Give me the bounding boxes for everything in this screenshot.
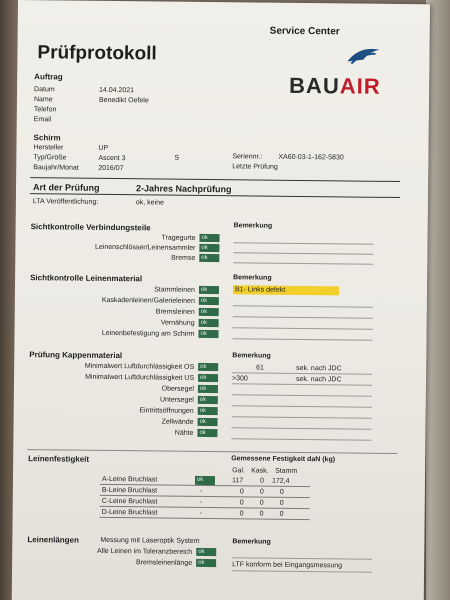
leinenbefestigung-label: Leinenbefestigung am Schirm bbox=[101, 329, 195, 338]
remark-line bbox=[232, 372, 372, 374]
kask-value: 0 bbox=[259, 477, 264, 485]
groesse-value: S bbox=[174, 154, 180, 162]
paraglider-icon bbox=[289, 43, 399, 74]
status-cell: - bbox=[199, 498, 203, 506]
telefon-label: Telefon bbox=[33, 106, 57, 114]
remark-line bbox=[232, 405, 372, 407]
status-cell: - bbox=[199, 487, 203, 495]
divider bbox=[27, 449, 397, 454]
luft-os-note: sek. nach JDC bbox=[296, 364, 342, 373]
status-cell: ok bbox=[198, 374, 218, 382]
status-cell: ok bbox=[199, 286, 219, 294]
remark-line bbox=[232, 570, 372, 572]
gal-value: 0 bbox=[239, 510, 244, 518]
seriennr-label: Seriennr.: bbox=[232, 153, 263, 161]
laengen-bemerkung-label: Bemerkung bbox=[232, 538, 271, 546]
kask-value: 0 bbox=[259, 499, 264, 507]
obersegel-label: Obersegel bbox=[161, 385, 194, 393]
datum-value: 14.04.2021 bbox=[99, 86, 135, 95]
status-cell: - bbox=[199, 509, 203, 517]
stamm-value: 0 bbox=[279, 488, 284, 496]
untersegel-label: Untersegel bbox=[159, 396, 194, 404]
bruchlast-label: A-Leine Bruchlast bbox=[101, 475, 158, 484]
status-cell: ok bbox=[197, 429, 217, 437]
status-cell: ok bbox=[199, 244, 219, 252]
remark-line bbox=[232, 338, 372, 340]
baujahr-value: 2016/07 bbox=[98, 164, 124, 173]
bauair-logo bbox=[289, 43, 400, 104]
datum-label: Datum bbox=[34, 86, 55, 94]
hersteller-value: UP bbox=[98, 144, 109, 152]
art-label: Art der Prüfung bbox=[32, 182, 100, 193]
laseroptik-note: Messung mit Laseroptik System bbox=[100, 536, 200, 545]
protocol-sheet bbox=[12, 0, 430, 600]
remark-line bbox=[233, 252, 373, 254]
remark-line bbox=[232, 416, 372, 418]
vernaehung-label: Vernähung bbox=[160, 319, 195, 327]
bremse-label: Bremse bbox=[171, 254, 196, 262]
gemessen-label: Gemessene Festigkeit daN (kg) bbox=[231, 455, 336, 464]
remark-line bbox=[232, 383, 372, 385]
remark-line bbox=[233, 305, 373, 307]
status-cell: ok bbox=[198, 418, 218, 426]
status-cell: ok bbox=[199, 297, 219, 305]
bruchlast-label: C-Leine Bruchlast bbox=[101, 497, 158, 506]
remark-line bbox=[232, 427, 372, 429]
col-gal: Gal. bbox=[232, 467, 245, 475]
bremsleinenlaenge-label: Bremsleinenlänge bbox=[136, 559, 193, 567]
status-cell: ok bbox=[195, 476, 215, 485]
status-cell: ok bbox=[198, 330, 218, 338]
laengen-heading: Leinenlängen bbox=[27, 535, 79, 545]
lta-value: ok, keine bbox=[135, 199, 164, 207]
status-cell: ok bbox=[199, 319, 219, 327]
status-cell: ok bbox=[199, 254, 219, 262]
kappe-heading: Prüfung Kappenmaterial bbox=[29, 350, 123, 361]
service-center-label: Service Center bbox=[269, 25, 340, 38]
tragegurte-label: Tragegurte bbox=[161, 234, 196, 242]
remark-line bbox=[232, 394, 372, 396]
seriennr-value: XA60-03-1-162-5830 bbox=[278, 153, 344, 162]
status-cell: ok bbox=[199, 308, 219, 316]
remark-line bbox=[233, 262, 373, 264]
status-cell: ok bbox=[196, 559, 216, 567]
remark-line bbox=[233, 316, 373, 318]
letzte-pruefung-label: Letzte Prüfung bbox=[232, 163, 278, 171]
name-label: Name bbox=[33, 96, 53, 104]
logo-text-bau: BAU bbox=[288, 72, 340, 99]
stammleinen-label: Stammleinen bbox=[154, 286, 196, 294]
luft-os-label: Minimalwert Luftdurchlässigkeit OS bbox=[84, 362, 195, 371]
remark-line bbox=[233, 327, 373, 329]
verbindung-bemerkung-label: Bemerkung bbox=[233, 222, 273, 230]
luft-us-label: Minimalwert Luftdurchlässigkeit US bbox=[85, 373, 195, 382]
gal-value: 117 bbox=[231, 477, 244, 485]
eintrittsoeffnungen-label: Eintrittsöffnungen bbox=[139, 407, 194, 415]
luft-os-value: 61 bbox=[256, 364, 264, 372]
status-cell: ok bbox=[196, 548, 216, 556]
lta-label: LTA Veröffentlichung: bbox=[32, 198, 99, 206]
toleranz-label: Alle Leinen im Toleranzbereich bbox=[96, 547, 193, 556]
stamm-value: 172,4 bbox=[271, 477, 290, 485]
bruchlast-label: B-Leine Bruchlast bbox=[101, 486, 158, 495]
divider bbox=[30, 177, 400, 182]
table-row bbox=[100, 508, 310, 520]
kask-value: 0 bbox=[259, 488, 264, 496]
typ-label: Typ/Größe bbox=[33, 154, 67, 162]
highlighted-remark: B1- Links defekt bbox=[233, 285, 339, 295]
remark-line bbox=[233, 242, 373, 244]
stamm-value: 0 bbox=[279, 499, 284, 507]
logo-text-air: AIR bbox=[339, 73, 381, 99]
luft-us-note: sek. nach JDC bbox=[296, 375, 342, 384]
status-cell: ok bbox=[198, 363, 218, 371]
leinenschloesser-label: Leinenschlösser/Leinensammler bbox=[94, 243, 196, 252]
zellwaende-label: Zellwände bbox=[161, 418, 194, 426]
kappe-bemerkung-label: Bemerkung bbox=[232, 352, 271, 360]
naehte-label: Nähte bbox=[174, 429, 194, 437]
bremsleinen-label: Bremsleinen bbox=[155, 308, 195, 316]
ltf-remark: LTF konform bei Eingangsmessung bbox=[232, 561, 343, 570]
auftrag-heading: Auftrag bbox=[34, 72, 63, 82]
verbindung-heading: Sichtkontrolle Verbindungsteile bbox=[30, 222, 151, 233]
bruchlast-label: D-Leine Bruchlast bbox=[101, 508, 158, 517]
status-cell: ok bbox=[199, 234, 219, 242]
remark-line bbox=[231, 438, 371, 440]
email-label: Email bbox=[33, 116, 52, 124]
schirm-heading: Schirm bbox=[33, 133, 61, 143]
art-value: 2-Jahres Nachprüfung bbox=[135, 183, 232, 195]
luft-us-value: >300 bbox=[232, 375, 248, 383]
col-kask: Kask. bbox=[251, 467, 269, 475]
baujahr-label: Baujahr/Monat bbox=[33, 164, 79, 172]
page-title: Prüfprotokoll bbox=[37, 42, 157, 65]
kaskadenleinen-label: Kaskadenleinen/Galerieleinen bbox=[101, 296, 195, 305]
hersteller-label: Hersteller bbox=[33, 144, 64, 152]
background-right bbox=[426, 0, 450, 600]
typ-value: Ascent 3 bbox=[98, 154, 126, 163]
leinenmaterial-bemerkung-label: Bemerkung bbox=[233, 274, 272, 282]
status-cell: ok bbox=[198, 385, 218, 393]
festigkeit-heading: Leinenfestigkeit bbox=[28, 454, 90, 464]
remark-line bbox=[232, 557, 372, 559]
name-value: Benedikt Oefele bbox=[98, 96, 149, 105]
kask-value: 0 bbox=[259, 510, 264, 518]
col-stamm: Stamm bbox=[275, 467, 298, 475]
gal-value: 0 bbox=[239, 488, 244, 496]
leinenmaterial-heading: Sichtkontrolle Leinenmaterial bbox=[30, 273, 143, 284]
status-cell: ok bbox=[198, 396, 218, 404]
stamm-value: 0 bbox=[279, 510, 284, 518]
gal-value: 0 bbox=[239, 499, 244, 507]
status-cell: ok bbox=[198, 407, 218, 415]
